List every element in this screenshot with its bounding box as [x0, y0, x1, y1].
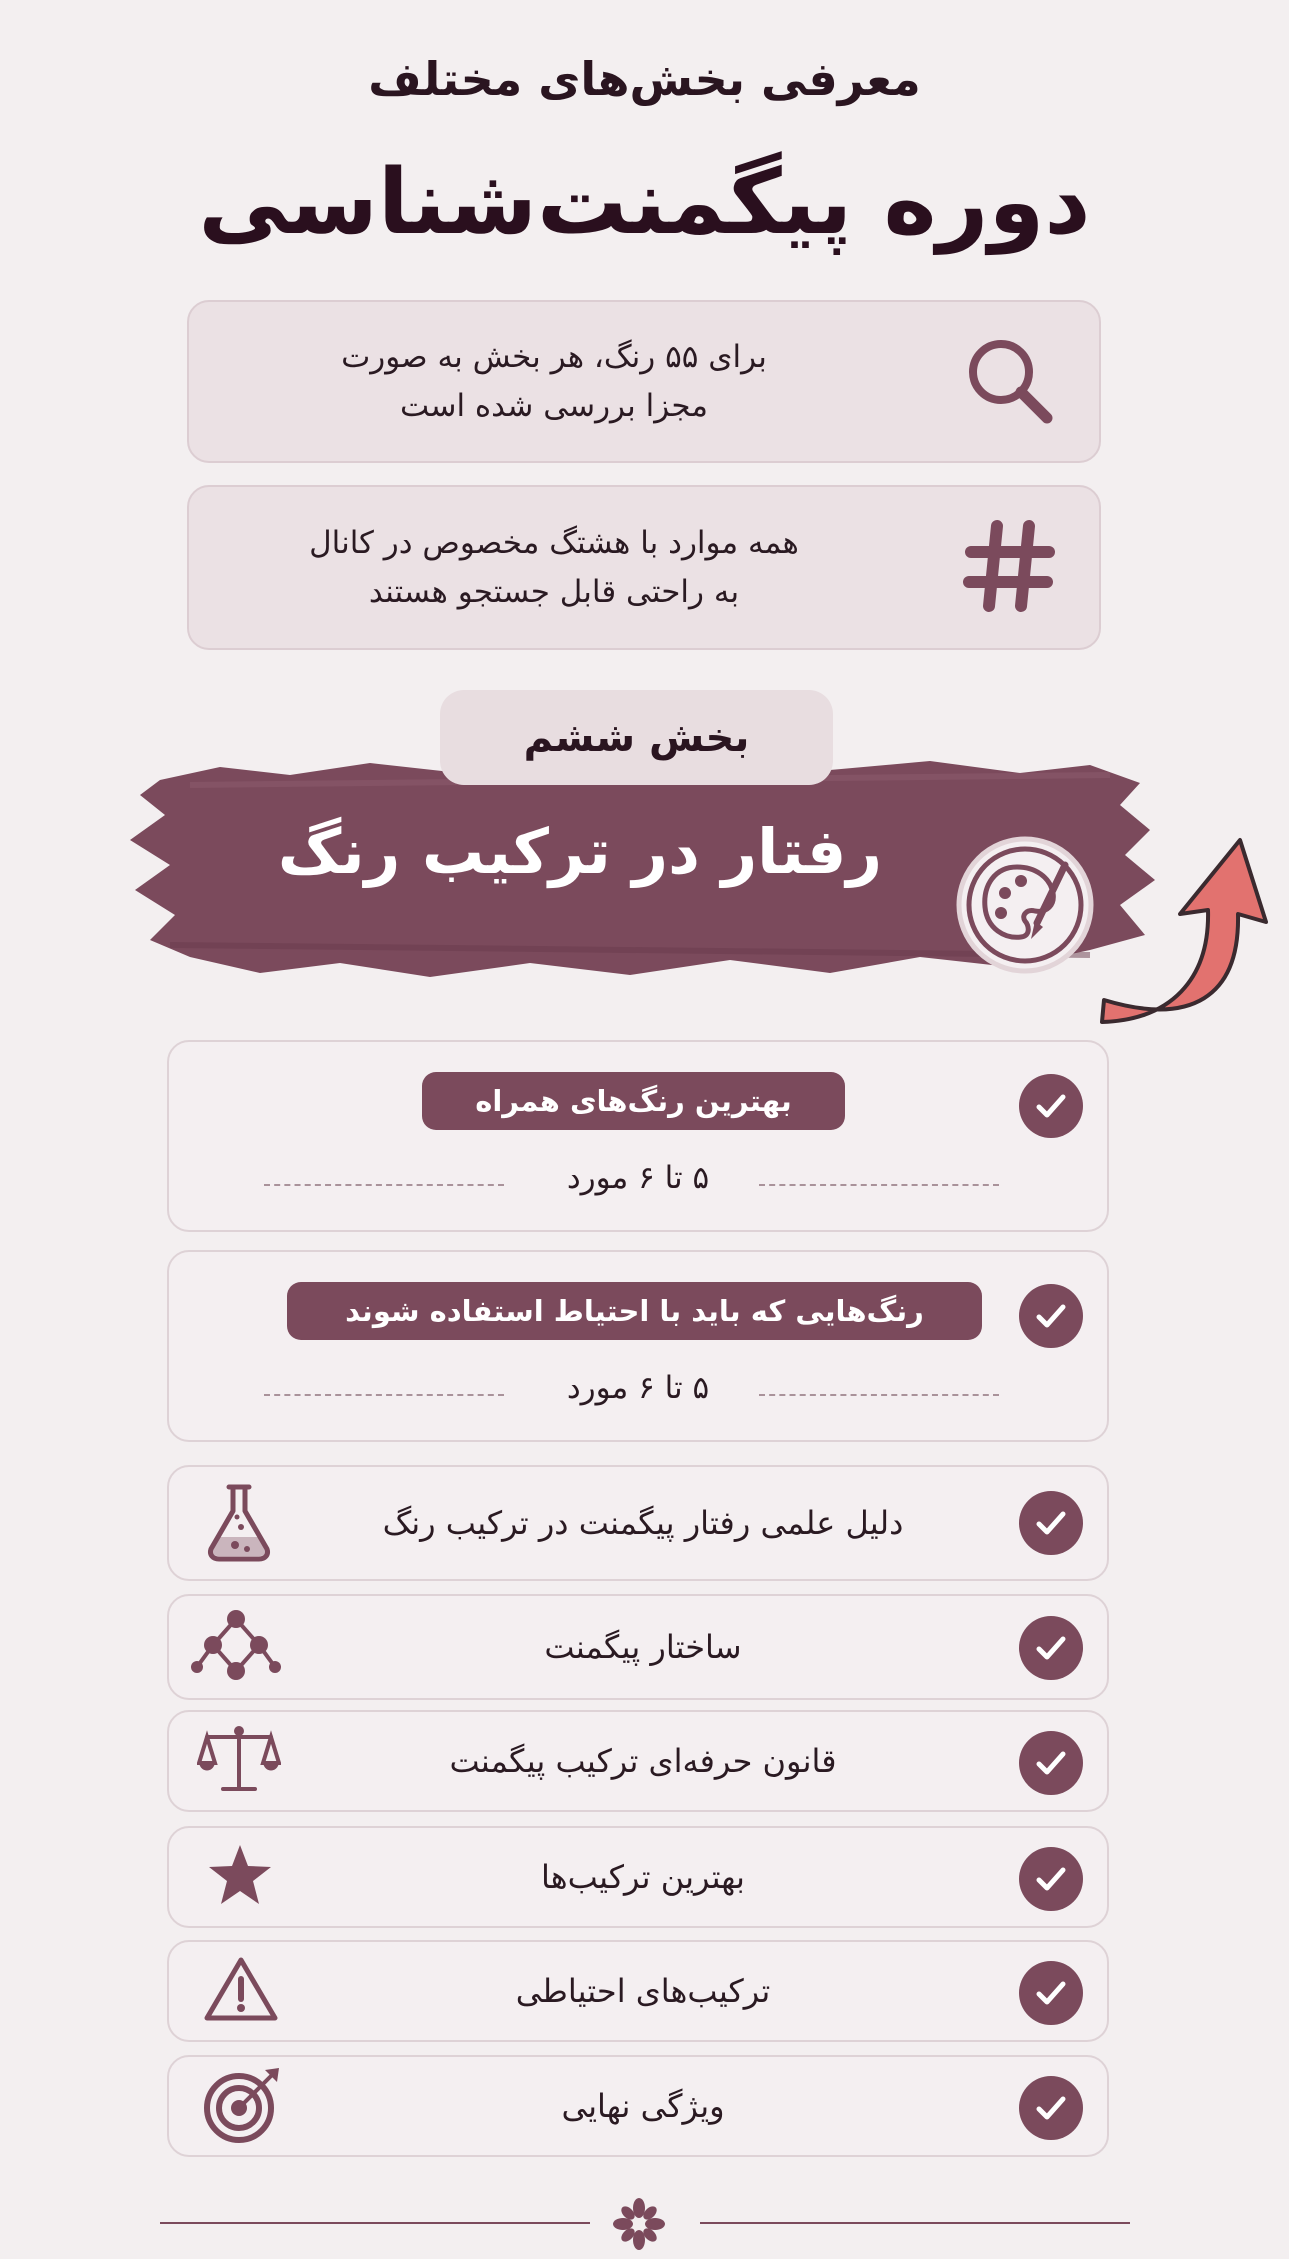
- list-item: [167, 1594, 1109, 1700]
- list-item-label: ویژگی نهایی: [561, 2087, 725, 2125]
- curved-arrow-icon: [1090, 830, 1270, 1034]
- section-title: رفتار در ترکیب رنگ: [277, 815, 883, 888]
- check-icon: [1019, 1847, 1083, 1911]
- list-item-label: دلیل علمی رفتار پیگمنت در ترکیب رنگ: [382, 1504, 904, 1542]
- palette-icon: [955, 835, 1095, 979]
- info-card-sections: [187, 300, 1101, 463]
- list-item: [167, 1465, 1109, 1581]
- warning-icon: [203, 1955, 279, 2027]
- detail-item-companions: [167, 1040, 1109, 1232]
- detail-item-label: بهترین رنگ‌های همراه: [422, 1072, 845, 1130]
- info-card-line: به راحتی قابل جستجو هستند: [368, 573, 740, 610]
- check-icon: [1019, 1284, 1083, 1348]
- section-label: بخش ششم: [440, 690, 833, 785]
- flower-ornament-icon: [612, 2197, 666, 2255]
- list-item: [167, 1826, 1109, 1928]
- page-title: دوره پیگمنت‌شناسی: [198, 150, 1091, 255]
- molecule-icon: [191, 1605, 281, 1689]
- check-icon: [1019, 1074, 1083, 1138]
- search-icon: [959, 330, 1059, 434]
- info-card-hashtag: [187, 485, 1101, 650]
- info-card-line: برای ۵۵ رنگ، هر بخش به صورت: [341, 339, 767, 376]
- check-icon: [1019, 1491, 1083, 1555]
- list-item-label: قانون حرفه‌ای ترکیب پیگمنت: [449, 1742, 837, 1780]
- check-icon: [1019, 1961, 1083, 2025]
- target-icon: [203, 2064, 283, 2148]
- star-icon: [207, 1843, 273, 1911]
- info-card-line: همه موارد با هشتگ مخصوص در کانال: [309, 525, 799, 562]
- flask-icon: [197, 1479, 281, 1567]
- check-icon: [1019, 1616, 1083, 1680]
- check-icon: [1019, 2076, 1083, 2140]
- list-item-label: ترکیب‌های احتیاطی: [515, 1972, 771, 2010]
- check-icon: [1019, 1731, 1083, 1795]
- list-item-label: بهترین ترکیب‌ها: [541, 1858, 745, 1896]
- footer-divider: [700, 2222, 1130, 2224]
- list-item: [167, 1940, 1109, 2042]
- hashtag-icon: [959, 516, 1059, 620]
- detail-item-caution: [167, 1250, 1109, 1442]
- list-item: [167, 2055, 1109, 2157]
- footer-divider: [160, 2222, 590, 2224]
- scale-icon: [197, 1721, 281, 1801]
- page-subtitle: معرفی بخش‌های مختلف: [368, 52, 921, 106]
- detail-item-count: ۵ تا ۶ مورد: [566, 1370, 710, 1406]
- list-item-label: ساختار پیگمنت: [544, 1628, 742, 1666]
- detail-item-count: ۵ تا ۶ مورد: [566, 1160, 710, 1196]
- detail-item-label: رنگ‌هایی که باید با احتیاط استفاده شوند: [287, 1282, 982, 1340]
- info-card-line: مجزا بررسی شده است: [400, 387, 708, 424]
- list-item: [167, 1710, 1109, 1812]
